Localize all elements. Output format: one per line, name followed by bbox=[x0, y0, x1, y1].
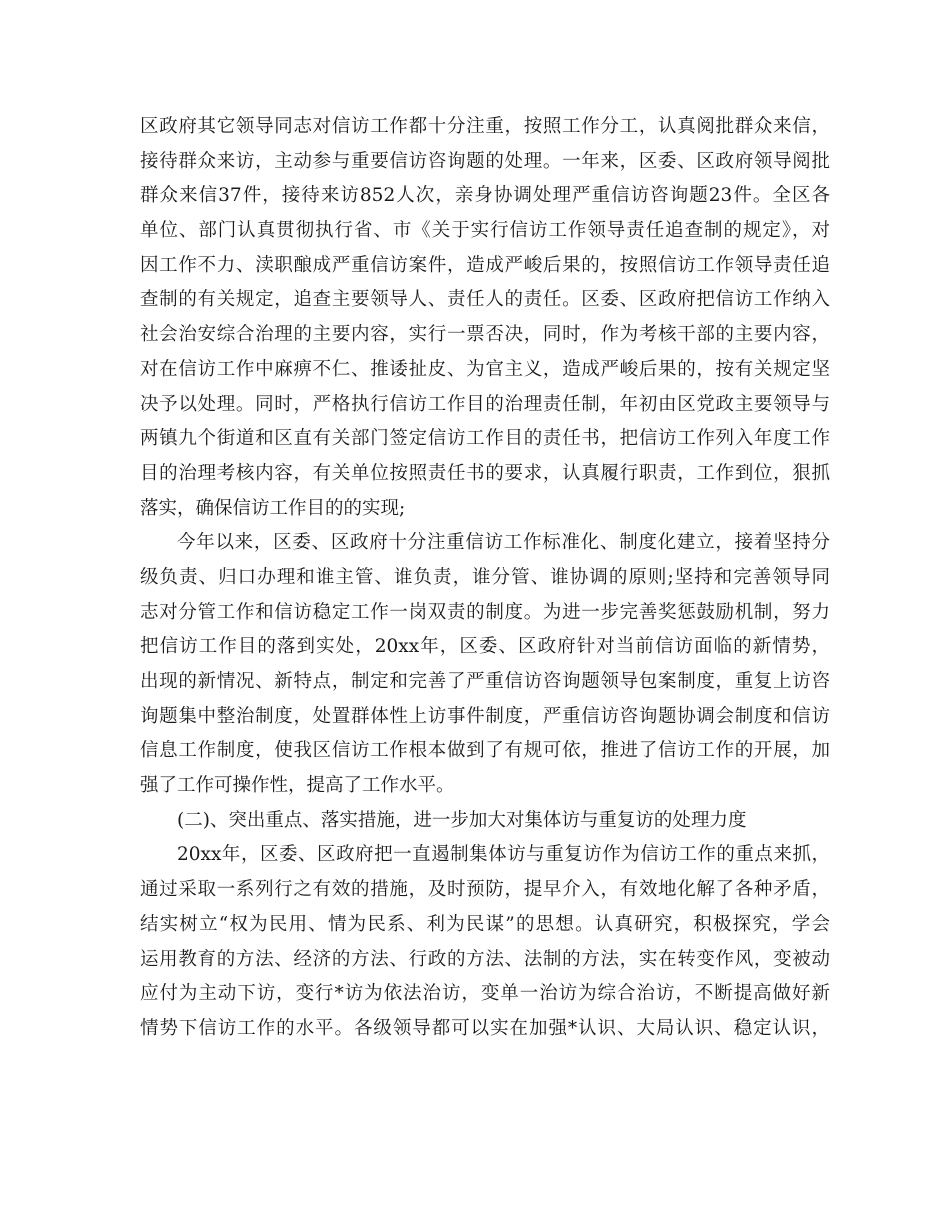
text-line: 应付为主动下访，变行*访为依法治访，变单一治访为综合治访，不断提高做好新 bbox=[140, 983, 830, 1005]
text-line: 通过采取一系列行之有效的措施，及时预防，提早介入，有效地化解了各种矛盾， bbox=[140, 879, 830, 901]
text-line: 信息工作制度，使我区信访工作根本做到了有规可依，推进了信访工作的开展，加 bbox=[140, 740, 830, 762]
text-line: 出现的新情况、新特点，制定和完善了严重信访咨询题领导包案制度，重复上访咨 bbox=[140, 671, 830, 692]
text-line: 强了工作可操作性，提高了工作水平。 bbox=[140, 775, 455, 797]
text-line: 查制的有关规定，追查主要领导人、责任人的责任。区委、区政府把信访工作纳入 bbox=[140, 289, 830, 311]
text-line: 接待群众来访，主动参与重要信访咨询题的处理。一年来，区委、区政府领导阅批 bbox=[140, 150, 830, 172]
text-line: 询题集中整治制度，处置群体性上访事件制度，严重信访咨询题协调会制度和信访 bbox=[140, 705, 830, 727]
text-line: 志对分管工作和信访稳定工作一岗双责的制度。为进一步完善奖惩鼓励机制，努力 bbox=[140, 601, 830, 623]
text-line: 把信访工作目的落到实处，20xx年，区委、区政府针对当前信访面临的新情势， bbox=[140, 636, 830, 658]
text-line: 今年以来，区委、区政府十分注重信访工作标准化、制度化建立，接着坚持分 bbox=[177, 532, 830, 554]
text-line: 区政府其它领导同志对信访工作都十分注重，按照工作分工，认真阅批群众来信， bbox=[140, 116, 830, 137]
text-line: 落实，确保信访工作目的的实现; bbox=[140, 497, 406, 519]
document-body bbox=[140, 110, 830, 1047]
text-line: 20xx年，区委、区政府把一直遏制集体访与重复访作为信访工作的重点来抓， bbox=[177, 844, 830, 866]
text-line: 对在信访工作中麻痹不仁、推诿扯皮、为官主义，造成严峻后果的，按有关规定坚 bbox=[140, 358, 830, 380]
text-line: 结实树立“权为民用、情为民系、利为民谋”的思想。认真研究，积极探究，学会 bbox=[140, 913, 830, 935]
text-line: 社会治安综合治理的主要内容，实行一票否决，同时，作为考核干部的主要内容， bbox=[140, 324, 830, 346]
text-line: 两镇九个街道和区直有关部门签定信访工作目的责任书，把信访工作列入年度工作 bbox=[140, 428, 830, 450]
text-line: 决予以处理。同时，严格执行信访工作目的治理责任制，年初由区党政主要领导与 bbox=[140, 393, 830, 415]
section-heading: (二)、突出重点、落实措施，进一步加大对集体访与重复访的处理力度 bbox=[177, 809, 747, 831]
text-line: 群众来信37件，接待来访852人次，亲身协调处理严重信访咨询题23件。全区各 bbox=[140, 185, 830, 207]
text-line: 级负责、归口办理和谁主管、谁负责，谁分管、谁协调的原则;坚持和完善领导同 bbox=[140, 566, 830, 588]
text-line: 运用教育的方法、经济的方法、行政的方法、法制的方法，实在转变作风，变被动 bbox=[140, 948, 830, 970]
text-line: 目的治理考核内容，有关单位按照责任书的要求，认真履行职责，工作到位，狠抓 bbox=[140, 462, 830, 484]
text-line: 因工作不力、渎职酿成严重信访案件，造成严峻后果的，按照信访工作领导责任追 bbox=[140, 254, 830, 276]
text-line: 单位、部门认真贯彻执行省、市《关于实行信访工作领导责任追查制的规定》，对 bbox=[140, 220, 830, 242]
text-line: 情势下信访工作的水平。各级领导都可以实在加强*认识、大局认识、稳定认识， bbox=[140, 1017, 830, 1039]
